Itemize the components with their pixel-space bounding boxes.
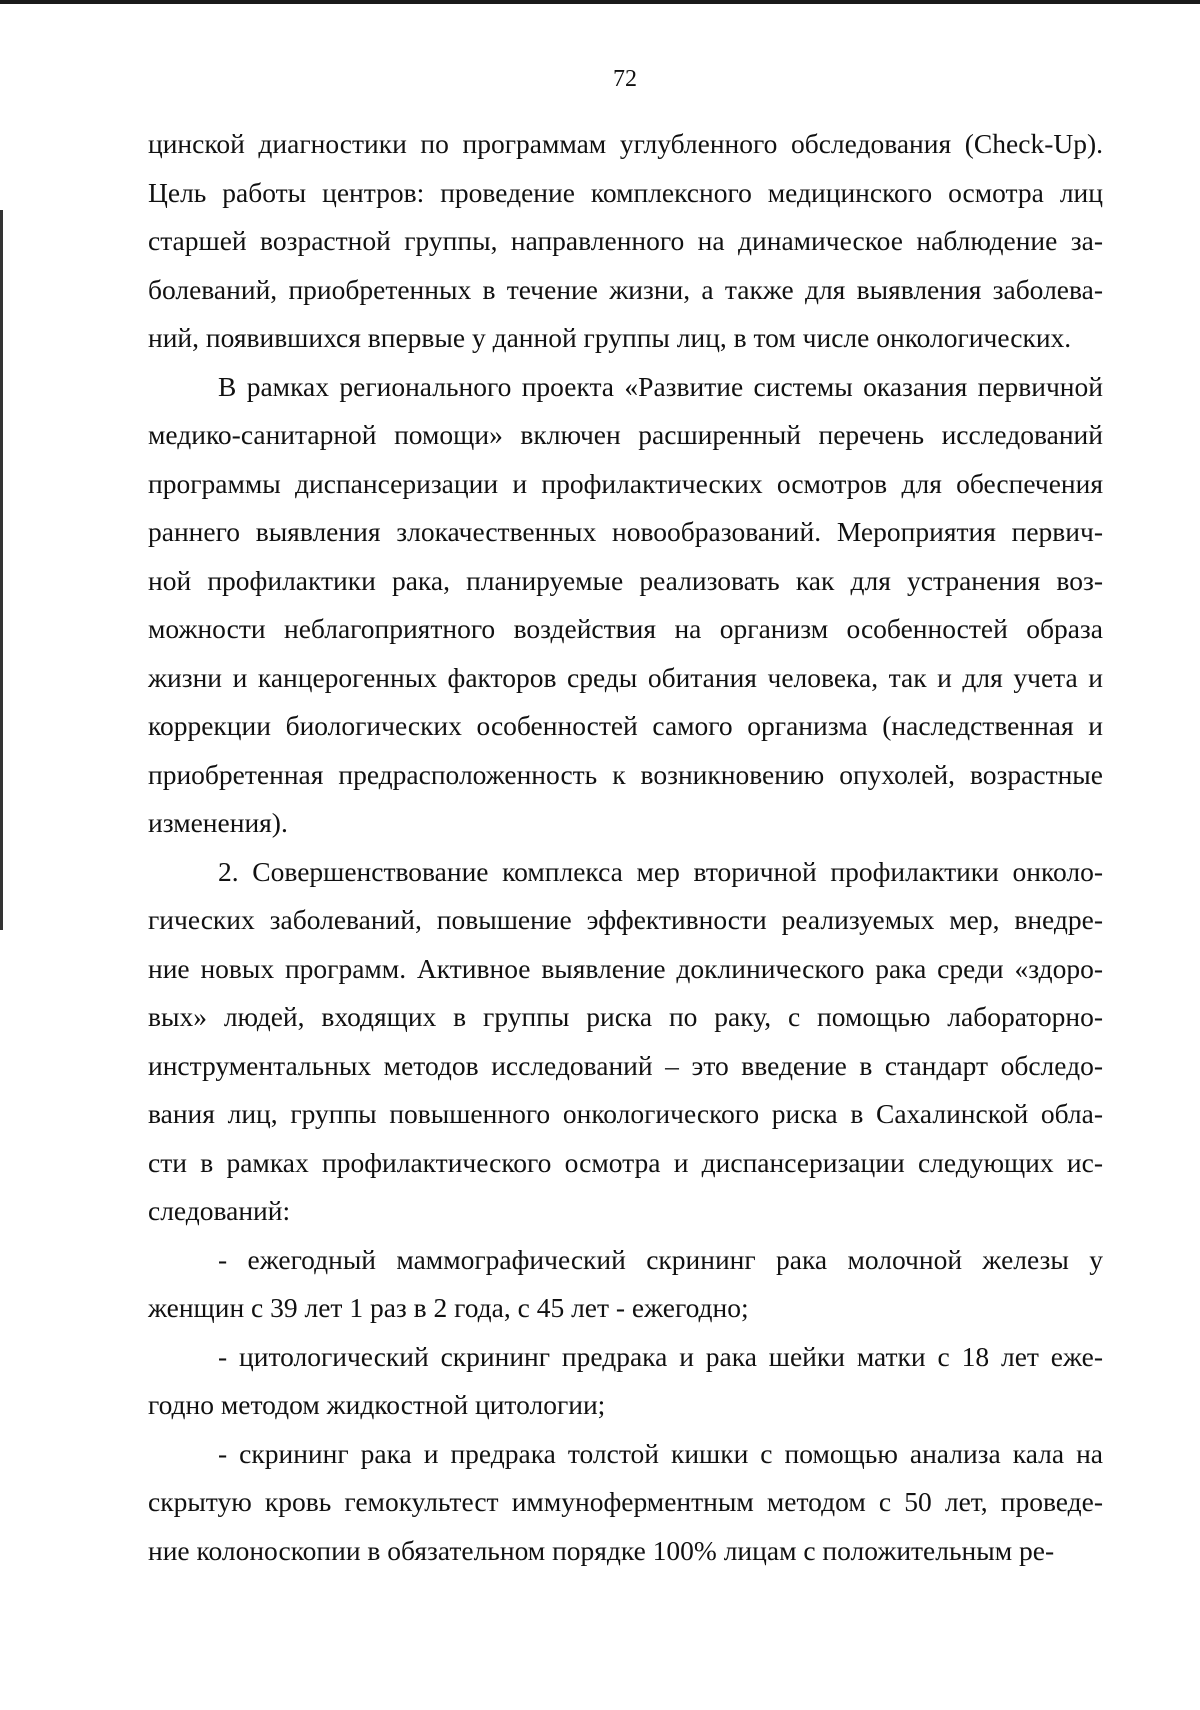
paragraph [148,120,1103,363]
text-line: программы диспансеризации и профилактических осмотров для обеспечения [148,467,1103,499]
text-line: старшей возрастной группы, направленного на динамическое наблюдение за- [148,225,1103,256]
text-line: 2. Совершенствование комплекса мер вторичной профилактики онколо- [218,855,1103,887]
paragraph [148,848,1103,1236]
text-line: сти в рамках профилактического осмотра и диспансеризации следующих ис- [148,1146,1103,1178]
text-line: инструментальных методов исследований – это введение в стандарт обследо- [148,1049,1103,1081]
text-line: женщин с 39 лет 1 раз в 2 года, с 45 лет - ежегодно; [148,1292,749,1323]
top-border [0,0,1200,4]
scan-edge [0,210,3,930]
paragraph [148,1430,1103,1576]
text-line: В рамках регионального проекта «Развитие системы оказания первичной [218,370,1103,402]
text-line: вых» людей, входящих в группы риска по раку, с помощью лабораторно- [148,1001,1103,1032]
text-line: скрытую кровь гемокультест иммуноферментным методом с 50 лет, проведе- [148,1486,1103,1517]
text-line: раннего выявления злокачественных новообразований. Мероприятия первич- [148,516,1103,547]
text-line: годно методом жидкостной цитологии; [148,1389,606,1420]
text-line: вания лиц, группы повышенного онкологического риска в Сахалинской обла- [148,1098,1103,1129]
paragraph [148,363,1103,848]
body-text [148,120,1103,1575]
text-line: изменения). [148,807,288,838]
text-line: ний, появившихся впервые у данной группы лиц, в том числе онкологических. [148,322,1072,353]
text-line: ной профилактики рака, планируемые реализовать как для устранения воз- [148,564,1103,596]
paragraph [148,1236,1103,1333]
text-line: можности неблагоприятного воздействия на организм особенностей образа [148,613,1103,644]
text-line: болеваний, приобретенных в течение жизни, а также для выявления заболева- [148,273,1103,305]
text-line: - цитологический скрининг предрака и рака шейки матки с 18 лет еже- [218,1340,1103,1372]
text-line: - скрининг рака и предрака толстой кишки с помощью анализа кала на [218,1437,1103,1469]
text-line: цинской диагностики по программам углубленного обследования (Check-Up). [148,128,1103,159]
paragraph [148,1333,1103,1430]
text-line: приобретенная предрасположенность к возникновению опухолей, возрастные [148,758,1103,790]
text-line: медико-санитарной помощи» включен расширенный перечень исследований [148,419,1103,450]
text-line: гических заболеваний, повышение эффективности реализуемых мер, внедре- [148,904,1103,935]
page-number: 72 [613,66,637,92]
text-line: Цель работы центров: проведение комплексного медицинского осмотра лиц [148,176,1103,208]
text-line: следований: [148,1195,291,1226]
text-line: коррекции биологических особенностей самого организма (наследственная и [148,710,1103,741]
text-line: ние колоноскопии в обязательном порядке 100% лицам с положительным ре- [148,1534,1055,1566]
text-line: жизни и канцерогенных факторов среды обитания человека, так и для учета и [148,661,1103,693]
text-line: ние новых программ. Активное выявление доклинического рака среди «здоро- [148,952,1103,984]
text-line: - ежегодный маммографический скрининг рака молочной железы у [218,1243,1103,1275]
